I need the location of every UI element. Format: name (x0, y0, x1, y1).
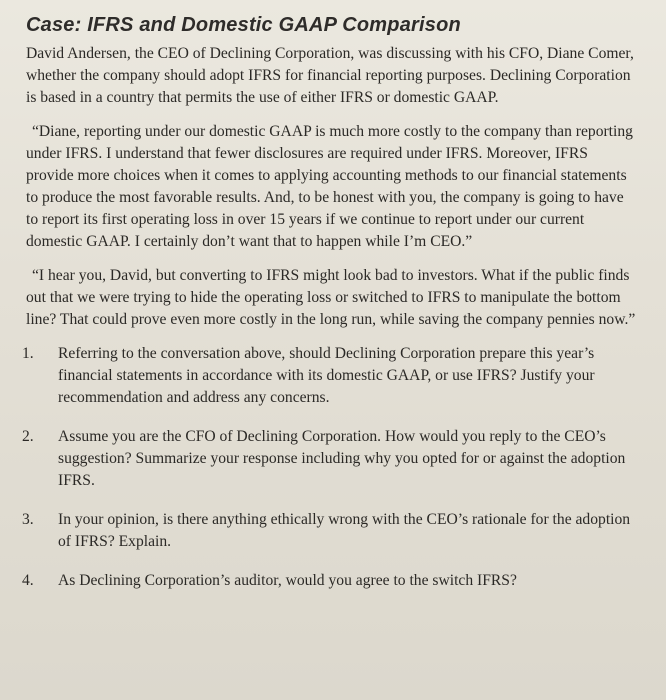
question-text: Assume you are the CFO of Declining Corporation. How would you reply to the CEO’s suggestion? Summarize your response including why you opted for or against the adoption IFRS. (58, 428, 626, 489)
question-number: 1. (22, 345, 34, 362)
cfo-quote-paragraph: “I hear you, David, but converting to IFRS might look bad to investors. What if the public finds out that we were trying to hide the operating loss or switched to IFRS to manipulate the bottom line? That could prove even more costly in the long run, while saving the company pennies now.” (26, 267, 636, 328)
ceo-quote-paragraph: “Diane, reporting under our domestic GAAP is much more costly to the company than reporting under IFRS. I understand that fewer disclosures are required under IFRS. Moreover, IFRS provide more choices when it comes to applying accounting methods to our financial statements to produce the most favorable results. And, to be honest with you, the company is going to have to report its first operating loss in over 15 years if we continue to report under our current domestic GAAP. I certainly don’t want that to happen while I’m CEO.” (26, 123, 633, 250)
question-item (22, 570, 652, 592)
question-number: 3. (22, 511, 34, 528)
intro-paragraph: David Andersen, the CEO of Declining Corporation, was discussing with his CFO, Diane Comer, whether the company should adopt IFRS for financial reporting purposes. Declining Corporation is based in a country that permits the use of either IFRS or domestic GAAP. (26, 45, 634, 106)
question-item (22, 343, 652, 409)
question-number: 4. (22, 572, 34, 589)
question-item (22, 509, 652, 553)
question-text: In your opinion, is there anything ethically wrong with the CEO’s rationale for the adoption of IFRS? Explain. (58, 511, 631, 550)
question-text: Referring to the conversation above, should Declining Corporation prepare this year’s financial statements in accordance with its domestic GAAP, or use IFRS? Justify your recommendation and address any concerns. (58, 345, 595, 406)
question-text: As Declining Corporation’s auditor, would you agree to the switch IFRS? (58, 572, 517, 589)
question-number: 2. (22, 428, 34, 445)
question-list (22, 343, 652, 592)
question-item (22, 426, 652, 492)
case-title: Case: IFRS and Domestic GAAP Comparison (26, 14, 461, 36)
